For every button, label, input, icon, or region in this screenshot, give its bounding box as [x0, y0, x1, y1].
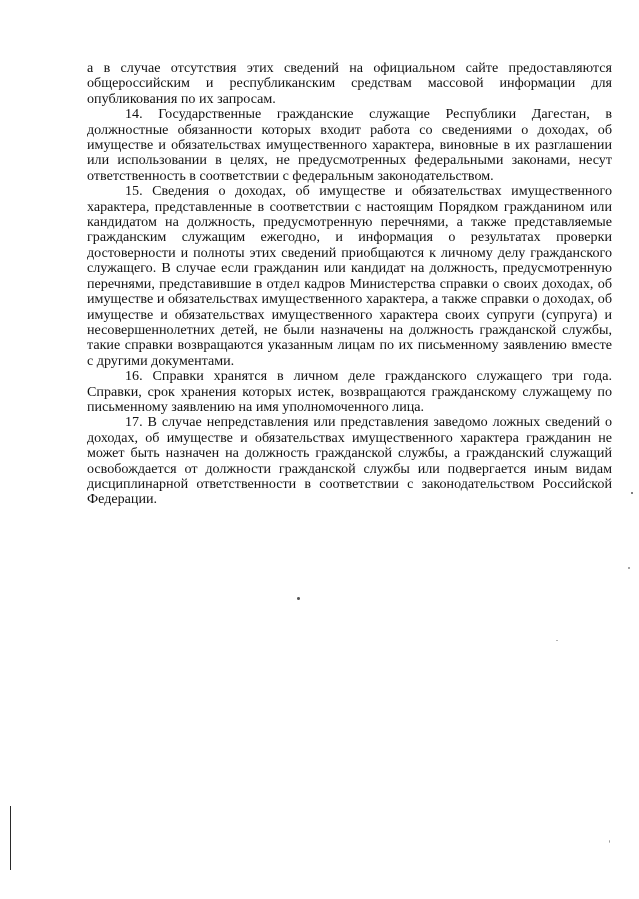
paragraph-17: 17. В случае непредставления или представления заведомо ложных сведений о доходах, об имуществе и обязательствах имущественного характера гражданин не может быть назначен на должность гражданской службы, а гражданский служащий освобождается от должности гражданской службы или подвергается иным видам дисциплинарной ответственности в соответствии с законодательством Российской Федерации.: [87, 414, 612, 508]
paragraph-16: 16. Справки хранятся в личном деле гражданского служащего три года. Справки, срок хранения которых истек, возвращаются гражданскому служащему по письменному заявлению на имя уполномоченного лица.: [87, 368, 612, 415]
scan-edge-line: [10, 806, 11, 870]
scan-speck: [628, 567, 630, 569]
paragraph-15: 15. Сведения о доходах, об имуществе и обязательствах имущественного характера, представленные в соответствии с настоящим Порядком гражданином или кандидатом на должность, предусмотренную перечнями, а также представляемые гражданским служащим ежегодно, и информация о результатах проверки достоверности и полноты этих сведений приобщаются к личному делу гражданского служащего. В случае если гражданин или кандидат на должность, предусмотренную перечнями, представившие в отдел кадров Министерства справки о своих доходах, об имуществе и обязательствах имущественного характера, а также справки о доходах, об имуществе и обязательствах имущественного характера своих супруги (супруга) и несовершеннолетних детей, не были назначены на должность гражданской службы, такие справки возвращаются указанным лицам по их письменному заявлению вместе с другими документами.: [87, 183, 612, 369]
paragraph-continuation: а в случае отсутствия этих сведений на официальном сайте предоставляются общероссийским и республиканским средствам массовой информации для опубликования по их запросам.: [87, 60, 612, 107]
scan-speck: [609, 840, 610, 843]
scan-speck: [297, 597, 300, 600]
scan-speck: [631, 492, 633, 494]
paragraph-14: 14. Государственные гражданские служащие Республики Дагестан, в должностные обязанности которых входит работа со сведениями о доходах, об имуществе и обязательствах имущественного характера, виновные в их разглашении или использовании в целях, не предусмотренных федеральными законами, несут ответственность в соответствии с федеральным законодательством.: [87, 106, 612, 184]
document-body: [87, 61, 612, 508]
scan-speck: [556, 640, 558, 641]
